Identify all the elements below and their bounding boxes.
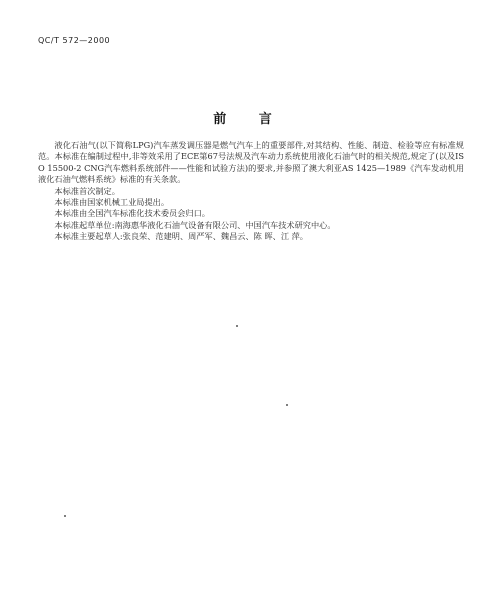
- paragraph-drafting-units: 本标准起草单位:南海惠华液化石油气设备有限公司、中国汽车技术研究中心。: [54, 219, 336, 230]
- paragraph-first-edition: 本标准首次制定。: [54, 185, 120, 196]
- paragraph-drafters: 本标准主要起草人:张良荣、范建明、周严军、魏昌云、陈 晖、江 萍。: [54, 231, 308, 242]
- scan-speck: [236, 325, 238, 327]
- scan-speck: [286, 404, 288, 406]
- paragraph-centralized-by: 本标准由全国汽车标准化技术委员会归口。: [54, 208, 210, 219]
- page-title: 前 言: [213, 112, 286, 127]
- paragraph-proposed-by: 本标准由国家机械工业局提出。: [54, 197, 170, 208]
- standard-code: QC/T 572—2000: [38, 36, 111, 45]
- body-text: [38, 140, 464, 243]
- paragraph-intro: 液化石油气(以下简称LPG)汽车蒸发调压器是燃气汽车上的重要部件,对其结构、性能、制造、检验等应有标准规范。本标准在编制过程中,非等效采用了ECE第67号法规及汽车动力系统使用液化石油气时的相关规范,规定了(以及ISO 15500-2 CNG汽车燃料系统部件——性能和试验方法)的要求,并参照了澳大利亚AS 1425—1989《汽车发动机用液化石油气燃料系统》标准的有关条款。: [38, 140, 464, 185]
- scan-speck: [64, 515, 66, 517]
